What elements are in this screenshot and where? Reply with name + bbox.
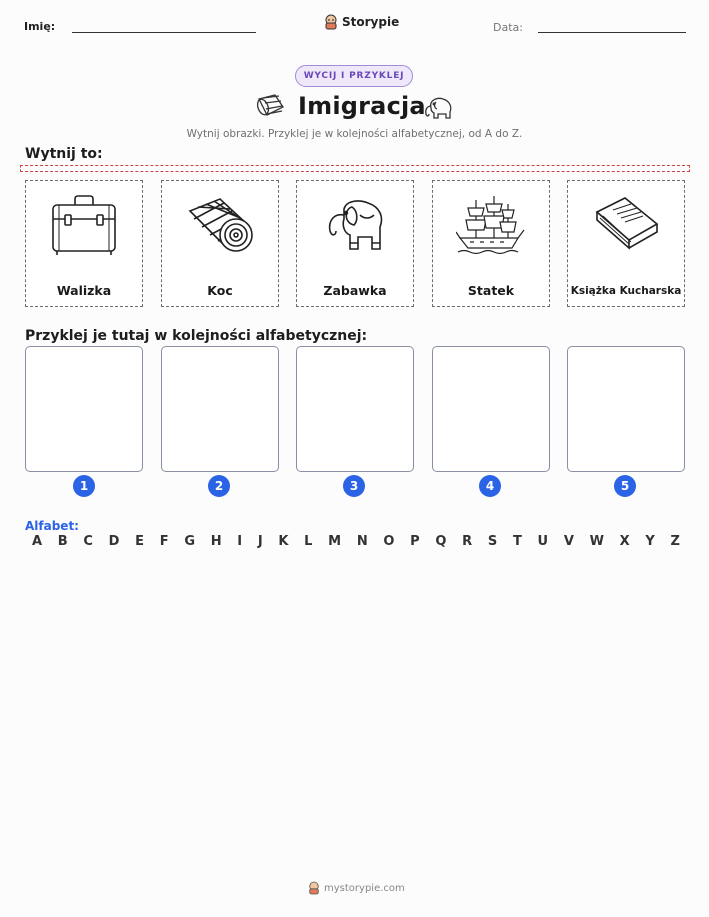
cut-card-ksiazka-kucharska[interactable] (567, 180, 685, 307)
brand-name: Storypie (342, 15, 400, 29)
card-label: Książka Kucharska (570, 285, 682, 297)
cut-card-koc[interactable] (161, 180, 279, 307)
instructions: Wytnij obrazki. Przyklej je w kolejności alfabetycznej, od A do Z. (186, 128, 523, 140)
alphabet-letter: P (410, 534, 420, 549)
alphabet-letter: G (184, 534, 195, 549)
alphabet-letter: W (589, 534, 604, 549)
storypie-mascot-icon (324, 14, 338, 30)
card-label: Statek (467, 283, 515, 298)
alphabet-letter: V (563, 534, 574, 549)
alphabet-letter: U (537, 534, 549, 549)
card-label: Koc (207, 283, 233, 298)
alphabet-letter: R (462, 534, 473, 549)
alphabet-row (32, 534, 680, 549)
ship-icon (456, 189, 526, 261)
date-line[interactable] (538, 32, 686, 33)
page-title: Imigracja (298, 92, 426, 120)
alphabet-letter: Q (435, 534, 447, 549)
paste-slot-3[interactable] (296, 346, 414, 472)
alphabet-letter: X (619, 534, 630, 549)
alphabet-letter: K (278, 534, 289, 549)
blanket-title-icon (255, 93, 287, 123)
paste-slot-1[interactable] (25, 346, 143, 472)
card-label: Zabawka (323, 283, 387, 298)
brand-logo (324, 14, 399, 30)
alphabet-letter: I (237, 534, 243, 549)
cut-card-walizka[interactable] (25, 180, 143, 307)
slot-number-2: 2 (208, 475, 230, 497)
alphabet-letter: Y (645, 534, 655, 549)
cut-card-statek[interactable] (432, 180, 550, 307)
alphabet-letter: F (159, 534, 169, 549)
activity-tag: WYCIJ I PRZYKLEJ (295, 65, 413, 87)
paste-slot-2[interactable] (161, 346, 279, 472)
rolled-blanket-icon (184, 189, 256, 261)
alphabet-letter: Z (670, 534, 680, 549)
alphabet-letter: H (210, 534, 222, 549)
date-label: Data: (493, 21, 523, 34)
alphabet-letter: N (356, 534, 368, 549)
storypie-mascot-icon (308, 881, 320, 895)
alphabet-label: Alfabet: (25, 519, 79, 533)
name-label: Imię: (24, 20, 56, 33)
slot-number-5: 5 (614, 475, 636, 497)
alphabet-letter: E (135, 534, 145, 549)
alphabet-letter: A (32, 534, 43, 549)
paste-section-label: Przyklej je tutaj w kolejności alfabetycznej: (25, 328, 368, 344)
alphabet-letter: D (108, 534, 120, 549)
alphabet-letter: J (257, 534, 263, 549)
slot-number-1: 1 (73, 475, 95, 497)
footer (308, 881, 405, 895)
suitcase-icon (49, 189, 119, 261)
cut-card-zabawka[interactable] (296, 180, 414, 307)
alphabet-letter: O (383, 534, 395, 549)
slot-number-4: 4 (479, 475, 501, 497)
alphabet-letter: M (328, 534, 342, 549)
footer-url[interactable]: mystorypie.com (324, 882, 405, 894)
toy-elephant-icon (322, 189, 388, 261)
cut-line (20, 165, 690, 172)
card-label: Walizka (56, 283, 112, 298)
slot-number-3: 3 (343, 475, 365, 497)
alphabet-letter: B (57, 534, 68, 549)
paste-slot-4[interactable] (432, 346, 550, 472)
paste-slot-5[interactable] (567, 346, 685, 472)
alphabet-letter: L (304, 534, 313, 549)
name-line[interactable] (72, 32, 256, 33)
alphabet-letter: T (512, 534, 522, 549)
alphabet-letter: C (83, 534, 93, 549)
cookbook-icon (591, 189, 661, 261)
alphabet-letter: S (487, 534, 498, 549)
elephant-title-icon (423, 94, 455, 124)
cut-section-label: Wytnij to: (25, 146, 103, 162)
